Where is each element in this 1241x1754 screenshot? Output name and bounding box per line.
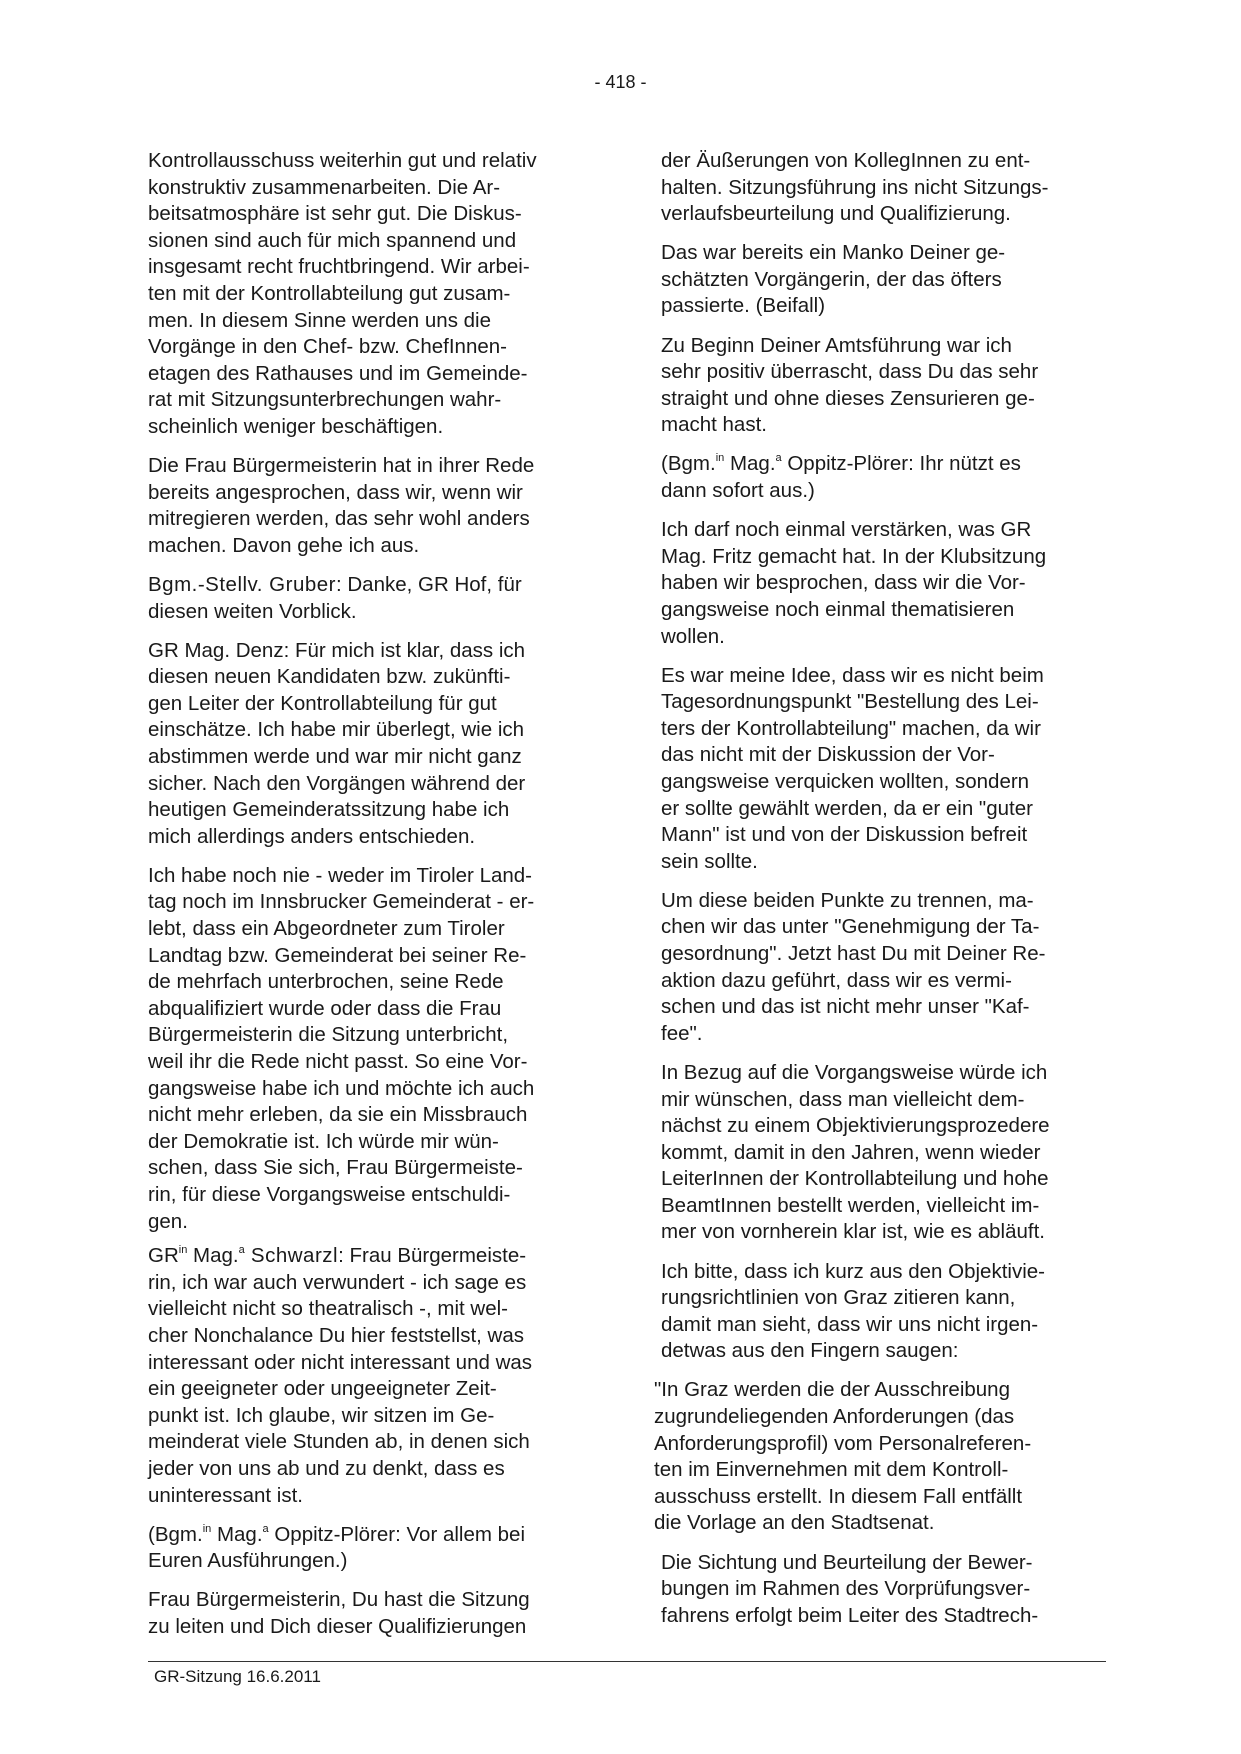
paragraph <box>148 572 588 625</box>
paragraph <box>148 1522 588 1575</box>
superscript: a <box>238 1244 245 1257</box>
speaker-name: Schwarzl <box>244 1244 339 1268</box>
footer-text: GR-Sitzung 16.6.2011 <box>154 1667 321 1686</box>
paragraph: Die Frau Bürgermeisterin hat in ihrer Rede bereits angesprochen, dass wir, wenn wir mitregieren werden, das sehr wohl anders machen. Davon gehe ich aus. <box>148 454 535 557</box>
paragraph: Frau Bürgermeisterin, Du hast die Sitzung zu leiten und Dich dieser Qualifizierungen <box>148 1588 530 1638</box>
paragraph: Das war bereits ein Manko Deiner ge- schätzten Vorgängerin, der das öfters passierte. (Beifall) <box>661 241 1006 318</box>
paragraph: Ich bitte, dass ich kurz aus den Objektivie- rungsrichtlinien von Graz zitieren kann, damit man sieht, dass wir uns nicht irgen- detwas aus den Fingern saugen: <box>661 1259 1045 1363</box>
quote-paragraph: "In Graz werden die der Ausschreibung zugrundeliegenden Anforderungen (das Anforderungsprofil) vom Personalreferen- ten im Einvernehmen mit dem Kontroll- ausschuss erstellt. In diesem Fall entfällt die Vorlage an den Stadtsenat. <box>654 1378 1032 1535</box>
superscript: in <box>715 452 725 465</box>
paragraph <box>661 451 1106 504</box>
paragraph: der Äußerungen von KollegInnen zu ent- halten. Sitzungsführung ins nicht Sitzungs- verlaufsbeurteilung und Qualifizierung. <box>661 149 1049 226</box>
paragraph: Es war meine Idee, dass wir es nicht beim Tagesordnungspunkt "Bestellung des Lei- ters der Kontrollabteilung" machen, da wir das nicht mit der Diskussion der Vor- gangsweise verquicken wollten, sondern er sollte gewählt werden, da er ein "guter Mann" ist und von der Diskussion befreit sein sollte. <box>661 663 1044 873</box>
superscript: a <box>775 452 782 465</box>
speech-text: : Frau Bürgermeiste- rin, ich war auch verwundert - ich sage es vielleicht nicht so theatralisch -, mit wel- cher Nonchalance Du hier feststellst, was interessant oder nicht interessant und was ein geeigneter oder ungeeigneter Zeit- punkt ist. Ich glaube, wir sitzen im Ge- meinderat viele Stunden ab, in denen sich jeder von uns ab und zu denkt, dass es uninteressant ist. <box>148 1244 533 1507</box>
interjection-title: (Bgm. <box>148 1522 203 1546</box>
paragraph: Ich habe noch nie - weder im Tiroler Land- tag noch im Innsbrucker Gemeinderat - er- lebt, dass ein Abgeordneter zum Tiroler Landtag bzw. Gemeinderat bei seiner Re- de mehrfach unterbrochen, seine Rede abqualifiziert wurde oder dass die Frau Bürgermeisterin die Sitzung unterbricht, weil ihr die Rede nicht passt. So eine Vor- gangsweise habe ich und möchte ich auch nicht mehr erleben, da sie ein Missbrauch der Demokratie ist. Ich würde mir wün- schen, dass Sie sich, Frau Bürgermeiste- rin, für diese Vorgangsweise entschuldi- gen. <box>148 863 535 1233</box>
right-column <box>654 148 1106 1642</box>
interjection-title: Mag. <box>211 1522 263 1546</box>
interjection-text: Oppitz-Plörer: Ihr nützt es dann sofort aus.) <box>661 452 1021 503</box>
footer-divider <box>148 1661 1106 1662</box>
interjection-text: Oppitz-Plörer: Vor allem bei Euren Ausführungen.) <box>148 1522 526 1573</box>
superscript: a <box>262 1522 269 1535</box>
paragraph: Ich darf noch einmal verstärken, was GR Mag. Fritz gemacht hat. In der Klubsitzung haben wir besprochen, dass wir die Vor- gangsweise noch einmal thematisieren wollen. <box>661 518 1047 648</box>
paragraph: In Bezug auf die Vorgangsweise würde ich mir wünschen, dass man vielleicht dem- nächst zu einem Objektivierungsprozedere kommt, damit in den Jahren, wenn wieder LeiterInnen der Kontrollabteilung und hohe BeamtInnen bestellt werden, vielleicht im- mer von vornherein klar ist, wie es abläuft. <box>661 1060 1050 1244</box>
page-number: - 418 - <box>594 72 647 92</box>
superscript: in <box>202 1522 212 1535</box>
paragraph <box>148 1243 588 1509</box>
paragraph: Die Sichtung und Beurteilung der Bewer- bungen im Rahmen des Vorprüfungsver- fahrens erfolgt beim Leiter des Stadtrech- <box>661 1550 1039 1627</box>
interjection-title: Mag. <box>724 452 776 476</box>
paragraph: Um diese beiden Punkte zu trennen, ma- chen wir das unter "Genehmigung der Ta- gesordnung". Jetzt hast Du mit Deiner Re- aktion dazu geführt, dass wir es vermi- schen und das ist nicht mehr unser "Kaf- fee". <box>661 888 1046 1045</box>
paragraph: Zu Beginn Deiner Amtsführung war ich sehr positiv überrascht, dass Du das sehr straight und ohne dieses Zensurieren ge- macht hast. <box>661 333 1039 437</box>
speaker-title: GR <box>148 1244 179 1268</box>
interjection-title: (Bgm. <box>661 452 716 476</box>
speaker-title: Mag. <box>187 1244 239 1268</box>
left-column <box>148 148 588 1653</box>
speech-text: : Danke, GR Hof, für diesen weiten Vorblick. <box>148 572 522 623</box>
paragraph: Kontrollausschuss weiterhin gut und relativ konstruktiv zusammenarbeiten. Die Ar- beitsatmosphäre ist sehr gut. Die Diskus- sionen sind auch für mich spannend und insgesamt recht fruchtbringend. Wir arbei- ten mit der Kontrollabteilung gut zusam- men. In diesem Sinne werden uns die Vorgänge in den Chef- bzw. ChefInnen- etagen des Rathauses und im Gemeinde- rat mit Sitzungsunterbrechungen wahr- scheinlich weniger beschäftigen. <box>148 149 537 438</box>
superscript: in <box>178 1244 188 1257</box>
speaker-name: Bgm.-Stellv. Gruber <box>148 572 336 596</box>
paragraph: GR Mag. Denz: Für mich ist klar, dass ich diesen neuen Kandidaten bzw. zukünfti- gen Leiter der Kontrollabteilung für gut einschätze. Ich habe mir überlegt, wie ich abstimmen werde und war mir nicht ganz sicher. Nach den Vorgängen während der heutigen Gemeinderatssitzung habe ich mich allerdings anders entschieden. <box>148 638 526 848</box>
